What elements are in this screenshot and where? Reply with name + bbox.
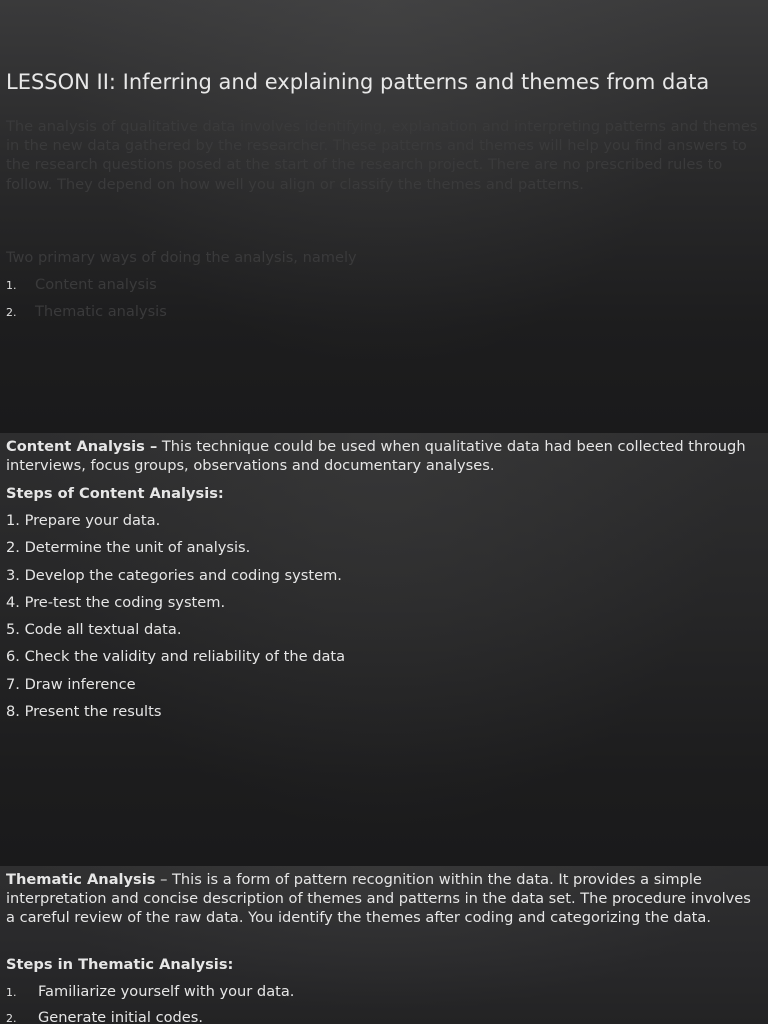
analysis-ways-list bbox=[6, 275, 167, 329]
thematic-analysis-definition: – This is a form of pattern recognition within the data. It provides a simple interpretation and concise description of themes and patterns in the data set. The procedure involves a careful review of the raw data. You identify the themes after coding and categorizing the data. bbox=[6, 871, 751, 927]
slide-lesson-intro bbox=[0, 0, 768, 433]
list-label: Thematic analysis bbox=[35, 303, 167, 320]
content-analysis-definition: This technique could be used when qualitative data had been collected through interviews, focus groups, observations and documentary analyses. bbox=[6, 438, 746, 475]
list-item: 4. Pre-test the coding system. bbox=[6, 593, 226, 611]
content-steps-heading: Steps of Content Analysis: bbox=[6, 485, 224, 502]
list-label: Generate initial codes. bbox=[38, 1009, 204, 1024]
list-item bbox=[6, 302, 167, 329]
list-label: Content analysis bbox=[35, 276, 157, 293]
list-label: Familiarize yourself with your data. bbox=[38, 983, 295, 1000]
slide-thematic-analysis bbox=[0, 866, 768, 1024]
list-item: 8. Present the results bbox=[6, 703, 162, 721]
list-number: 1. bbox=[6, 279, 17, 292]
thematic-analysis-term: Thematic Analysis bbox=[6, 871, 156, 888]
list-number: 1. bbox=[6, 986, 17, 999]
two-ways-text: Two primary ways of doing the analysis, namely bbox=[6, 249, 357, 266]
list-item: 2. Determine the unit of analysis. bbox=[6, 539, 251, 557]
thematic-steps-list bbox=[6, 982, 294, 1024]
content-analysis-term: Content Analysis – bbox=[6, 438, 158, 455]
list-item: 7. Draw inference bbox=[6, 675, 136, 693]
list-item: 3. Develop the categories and coding system. bbox=[6, 566, 342, 584]
thematic-analysis-paragraph bbox=[6, 870, 762, 928]
list-item: 1. Prepare your data. bbox=[6, 512, 161, 529]
list-number: 2. bbox=[6, 1012, 17, 1024]
list-item bbox=[6, 275, 167, 302]
list-item: 6. Check the validity and reliability of the data bbox=[6, 648, 346, 666]
slide-content-analysis bbox=[0, 433, 768, 866]
thematic-steps-heading: Steps in Thematic Analysis: bbox=[6, 956, 234, 973]
lesson-title: LESSON II: Inferring and explaining patterns and themes from data bbox=[6, 70, 710, 94]
list-item bbox=[6, 1008, 294, 1024]
list-number: 2. bbox=[6, 306, 17, 319]
content-steps-list bbox=[6, 511, 345, 729]
content-analysis-paragraph bbox=[6, 437, 762, 475]
intro-paragraph: The analysis of qualitative data involves identifying, explanation and interpreting patterns and themes in the new data gathered by the researcher. These patterns and themes will help you find answers to the research questions posed at the start of the research project. There are no prescribed rules to follow. They depend on how well you align or classify the themes and patterns. bbox=[6, 118, 758, 193]
list-item: 5. Code all textual data. bbox=[6, 621, 182, 639]
list-item bbox=[6, 982, 294, 1008]
